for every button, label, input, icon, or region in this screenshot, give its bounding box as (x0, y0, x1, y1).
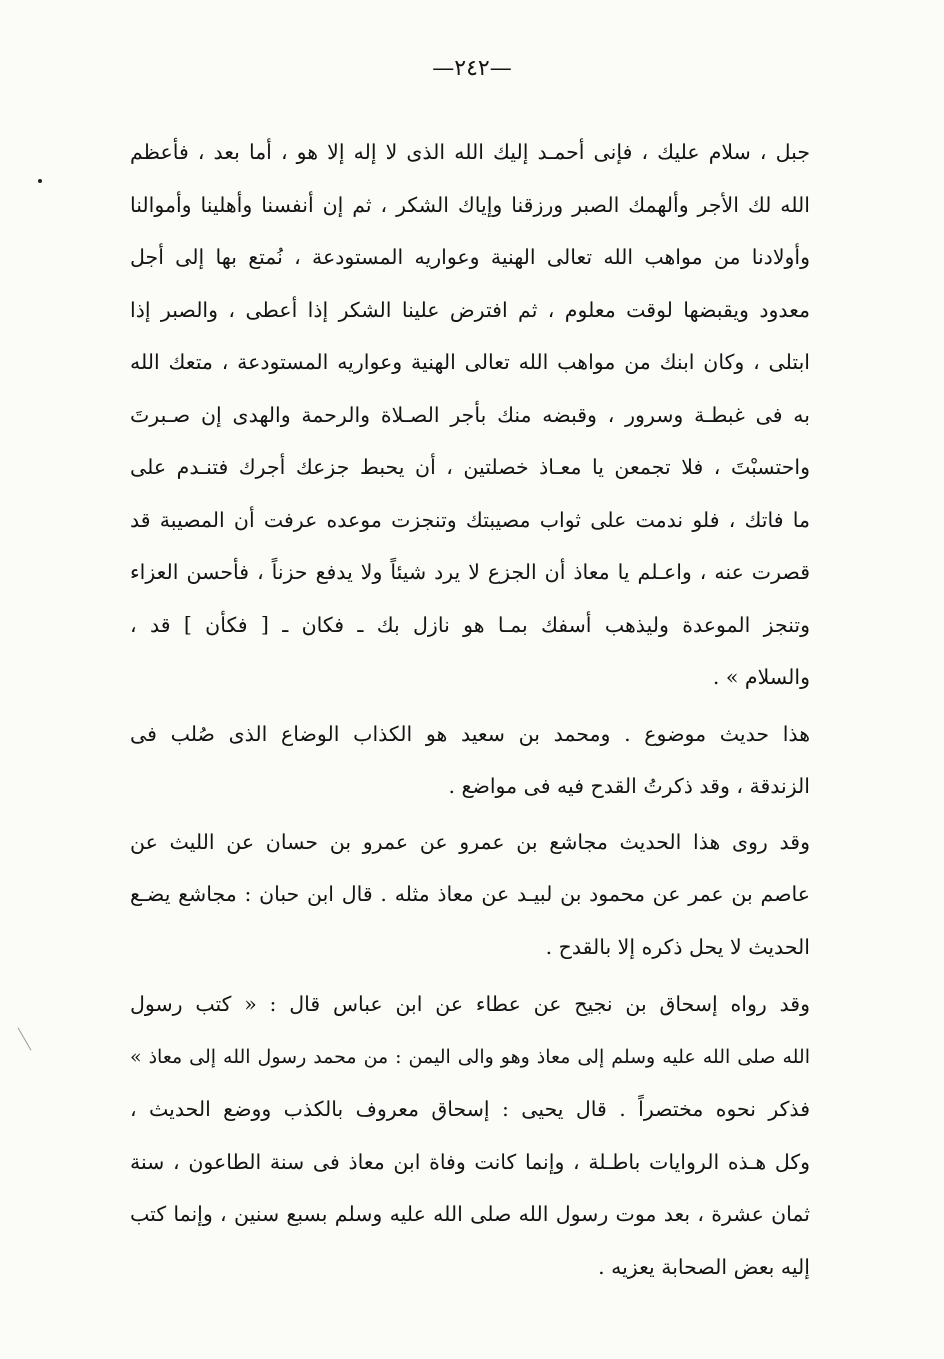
text-line: فذكر نحوه مختصراً . قال يحيى : إسحاق معروف بالكذب ووضع الحديث ، (130, 1097, 810, 1121)
text-line: ما فاتك ، فلو ندمت على ثواب مصيبتك وتنجزت موعده عرفت أن المصيبة قد (130, 507, 810, 532)
text-line: قصرت عنه ، واعـلم يا معاذ أن الجزع لا يرد شيئاً ولا يدفع حزناً ، فأحسن العزاء (130, 560, 810, 584)
text-line: الله لك الأجر وألهمك الصبر ورزقنا وإياك الشكر ، ثم إن أنفسنا وأهلينا وأموالنا (130, 192, 810, 217)
text-line: والسلام » . (712, 665, 810, 689)
text-line: وتنجز الموعدة وليذهب أسفك بمـا هو نازل بك ـ فكان ـ [ فكأن ] قد ، (130, 612, 810, 637)
text-line: عاصم بن عمر عن محمود بن لبيـد عن معاذ مثله . قال ابن حبان : مجاشع يضـع (130, 882, 810, 906)
text-line: معدود ويقبضها لوقت معلوم ، ثم افترض علينا الشكر إذا أعطى ، والصبر إذا (130, 297, 810, 322)
paragraph-1 (130, 126, 810, 704)
text-line: واحتسبْتَ ، فلا تجمعن يا معـاذ خصلتين ، أن يحبط جزعك أجرك فتنـدم على (130, 455, 810, 479)
text-line: هذا حديث موضوع . ومحمد بن سعيد هو الكذاب الوضاع الذى صُلب فى (130, 721, 810, 746)
text-line: وقد روى هذا الحديث مجاشع بن عمرو عن عمرو بن حسان عن الليث عن (130, 829, 810, 854)
text-line: الحديث لا يحل ذكره إلا بالقدح . (545, 934, 810, 959)
text-line: الزندقة ، وقد ذكرتُ القدح فيه فى مواضع . (448, 774, 810, 798)
page-number: —٢٤٢— (432, 56, 512, 81)
text-line: به فى غبطـة وسرور ، وقبضه منك بأجر الصـلاة والرحمة والهدى إن صـبرتَ (130, 402, 810, 427)
text-line: الله صلى الله عليه وسلم إلى معاذ وهو والى اليمن : من محمد رسول الله إلى معاذ » (130, 1045, 810, 1068)
text-line: ثمان عشرة ، بعد موت رسول الله صلى الله عليه وسلم بسبع سنين ، وإنما كتب (130, 1202, 810, 1226)
paragraph-2 (130, 708, 810, 813)
paragraph-3 (130, 816, 810, 974)
text-line: وأولادنا من مواهب الله تعالى الهنية وعواريه المستودعة ، نُمتع بها إلى أجل (130, 245, 810, 269)
text-line: إليه بعض الصحابة يعزيه . (598, 1254, 810, 1279)
text-line: وكل هـذه الروايات باطـلة ، وإنما كانت وفاة ابن معاذ فى سنة الطاعون ، سنة (130, 1149, 810, 1174)
text-line: وقد رواه إسحاق بن نجيح عن عطاء عن ابن عباس قال : « كتب رسول (130, 992, 810, 1016)
body-text (130, 126, 810, 1293)
paragraph-4 (130, 978, 810, 1293)
text-line: جبل ، سلام عليك ، فإنى أحمـد إليك الله الذى لا إله إلا هو ، أما بعد ، فأعظم (130, 140, 810, 164)
text-line: ابتلى ، وكان ابنك من مواهب الله تعالى الهنية وعواريه المستودعة ، متعك الله (130, 350, 810, 374)
ink-speck (38, 179, 42, 183)
scan-scratch (18, 1027, 32, 1050)
